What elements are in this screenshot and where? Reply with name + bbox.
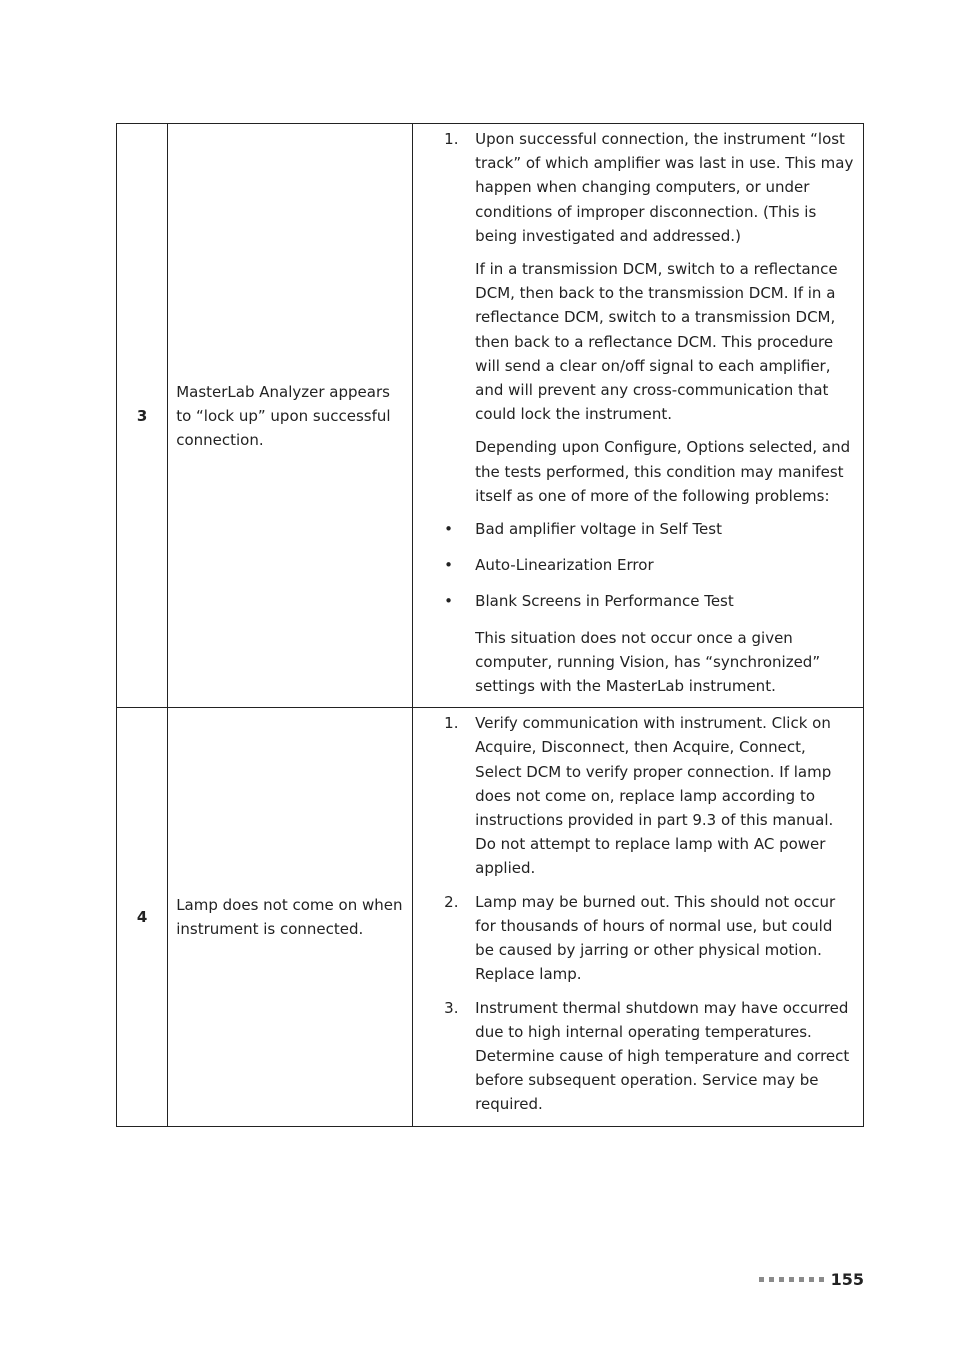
list-marker: 1. — [444, 714, 459, 733]
list-marker: 1. — [444, 130, 459, 148]
row-number: 3 — [117, 124, 168, 708]
bullet-marker: • — [444, 556, 454, 575]
solution-item — [413, 553, 855, 577]
solution-text: Depending upon Configure, Options selected, and the tests performed, this condition may manifest itself as one of more of the following problems: — [475, 438, 851, 505]
solution-text: Instrument thermal shutdown may have occurred due to high internal operating temperatures. Determine cause of high temperature and correct before subsequent operation. Service may be required. — [475, 998, 850, 1114]
solution-text: Blank Screens in Performance Test — [475, 592, 734, 611]
footer-dots-decoration — [759, 1277, 824, 1282]
solution-text: If in a transmission DCM, switch to a reflectance DCM, then back to the transmission DCM. If in a reflectance DCM, switch to a transmission DCM, then back to a reflectance DCM. This procedure will send a clear on/off signal to each amplifier, and will prevent any cross-communication that could lock the instrument. — [475, 260, 838, 424]
solution-item — [413, 435, 855, 508]
table-row — [117, 708, 864, 1126]
solution-item — [413, 996, 855, 1117]
solution-cell — [413, 124, 864, 708]
solution-text: This situation does not occur once a given computer, running Vision, has “synchronized” settings with the MasterLab instrument. — [475, 628, 821, 696]
troubleshooting-table — [116, 123, 864, 1127]
solution-cell — [413, 708, 864, 1126]
solution-item — [413, 589, 855, 613]
page-footer — [759, 1270, 864, 1289]
solution-item — [413, 890, 855, 987]
row-number: 4 — [117, 708, 168, 1126]
problem-description: MasterLab Analyzer appears to “lock up” upon successful connection. — [168, 124, 413, 708]
list-marker: 3. — [444, 998, 459, 1017]
bullet-marker: • — [444, 592, 454, 611]
problem-description: Lamp does not come on when instrument is connected. — [168, 708, 413, 1126]
bullet-marker: • — [444, 520, 454, 539]
solution-text: Auto-Linearization Error — [475, 556, 654, 575]
solution-item — [413, 517, 855, 541]
solution-item — [413, 626, 855, 699]
list-marker: 2. — [444, 892, 459, 911]
solution-text: Bad amplifier voltage in Self Test — [475, 520, 722, 539]
page-number: 155 — [830, 1270, 864, 1289]
solution-item — [413, 711, 855, 880]
table-row — [117, 124, 864, 708]
solution-text: Upon successful connection, the instrument “lost track” of which amplifier was last in use. This may happen when changing computers, or under conditions of improper disconnection. (This is being investigated and addressed.) — [475, 130, 854, 245]
solution-item — [413, 257, 855, 426]
solution-text: Verify communication with instrument. Click on Acquire, Disconnect, then Acquire, Connect, Select DCM to verify proper connection. If lamp does not come on, replace lamp according to instructions provided in part 9.3 of this manual. Do not attempt to replace lamp with AC power applied. — [475, 714, 834, 878]
solution-text: Lamp may be burned out. This should not occur for thousands of hours of normal use, but could be caused by jarring or other physical motion. Replace lamp. — [475, 892, 836, 984]
solution-item — [413, 127, 855, 248]
